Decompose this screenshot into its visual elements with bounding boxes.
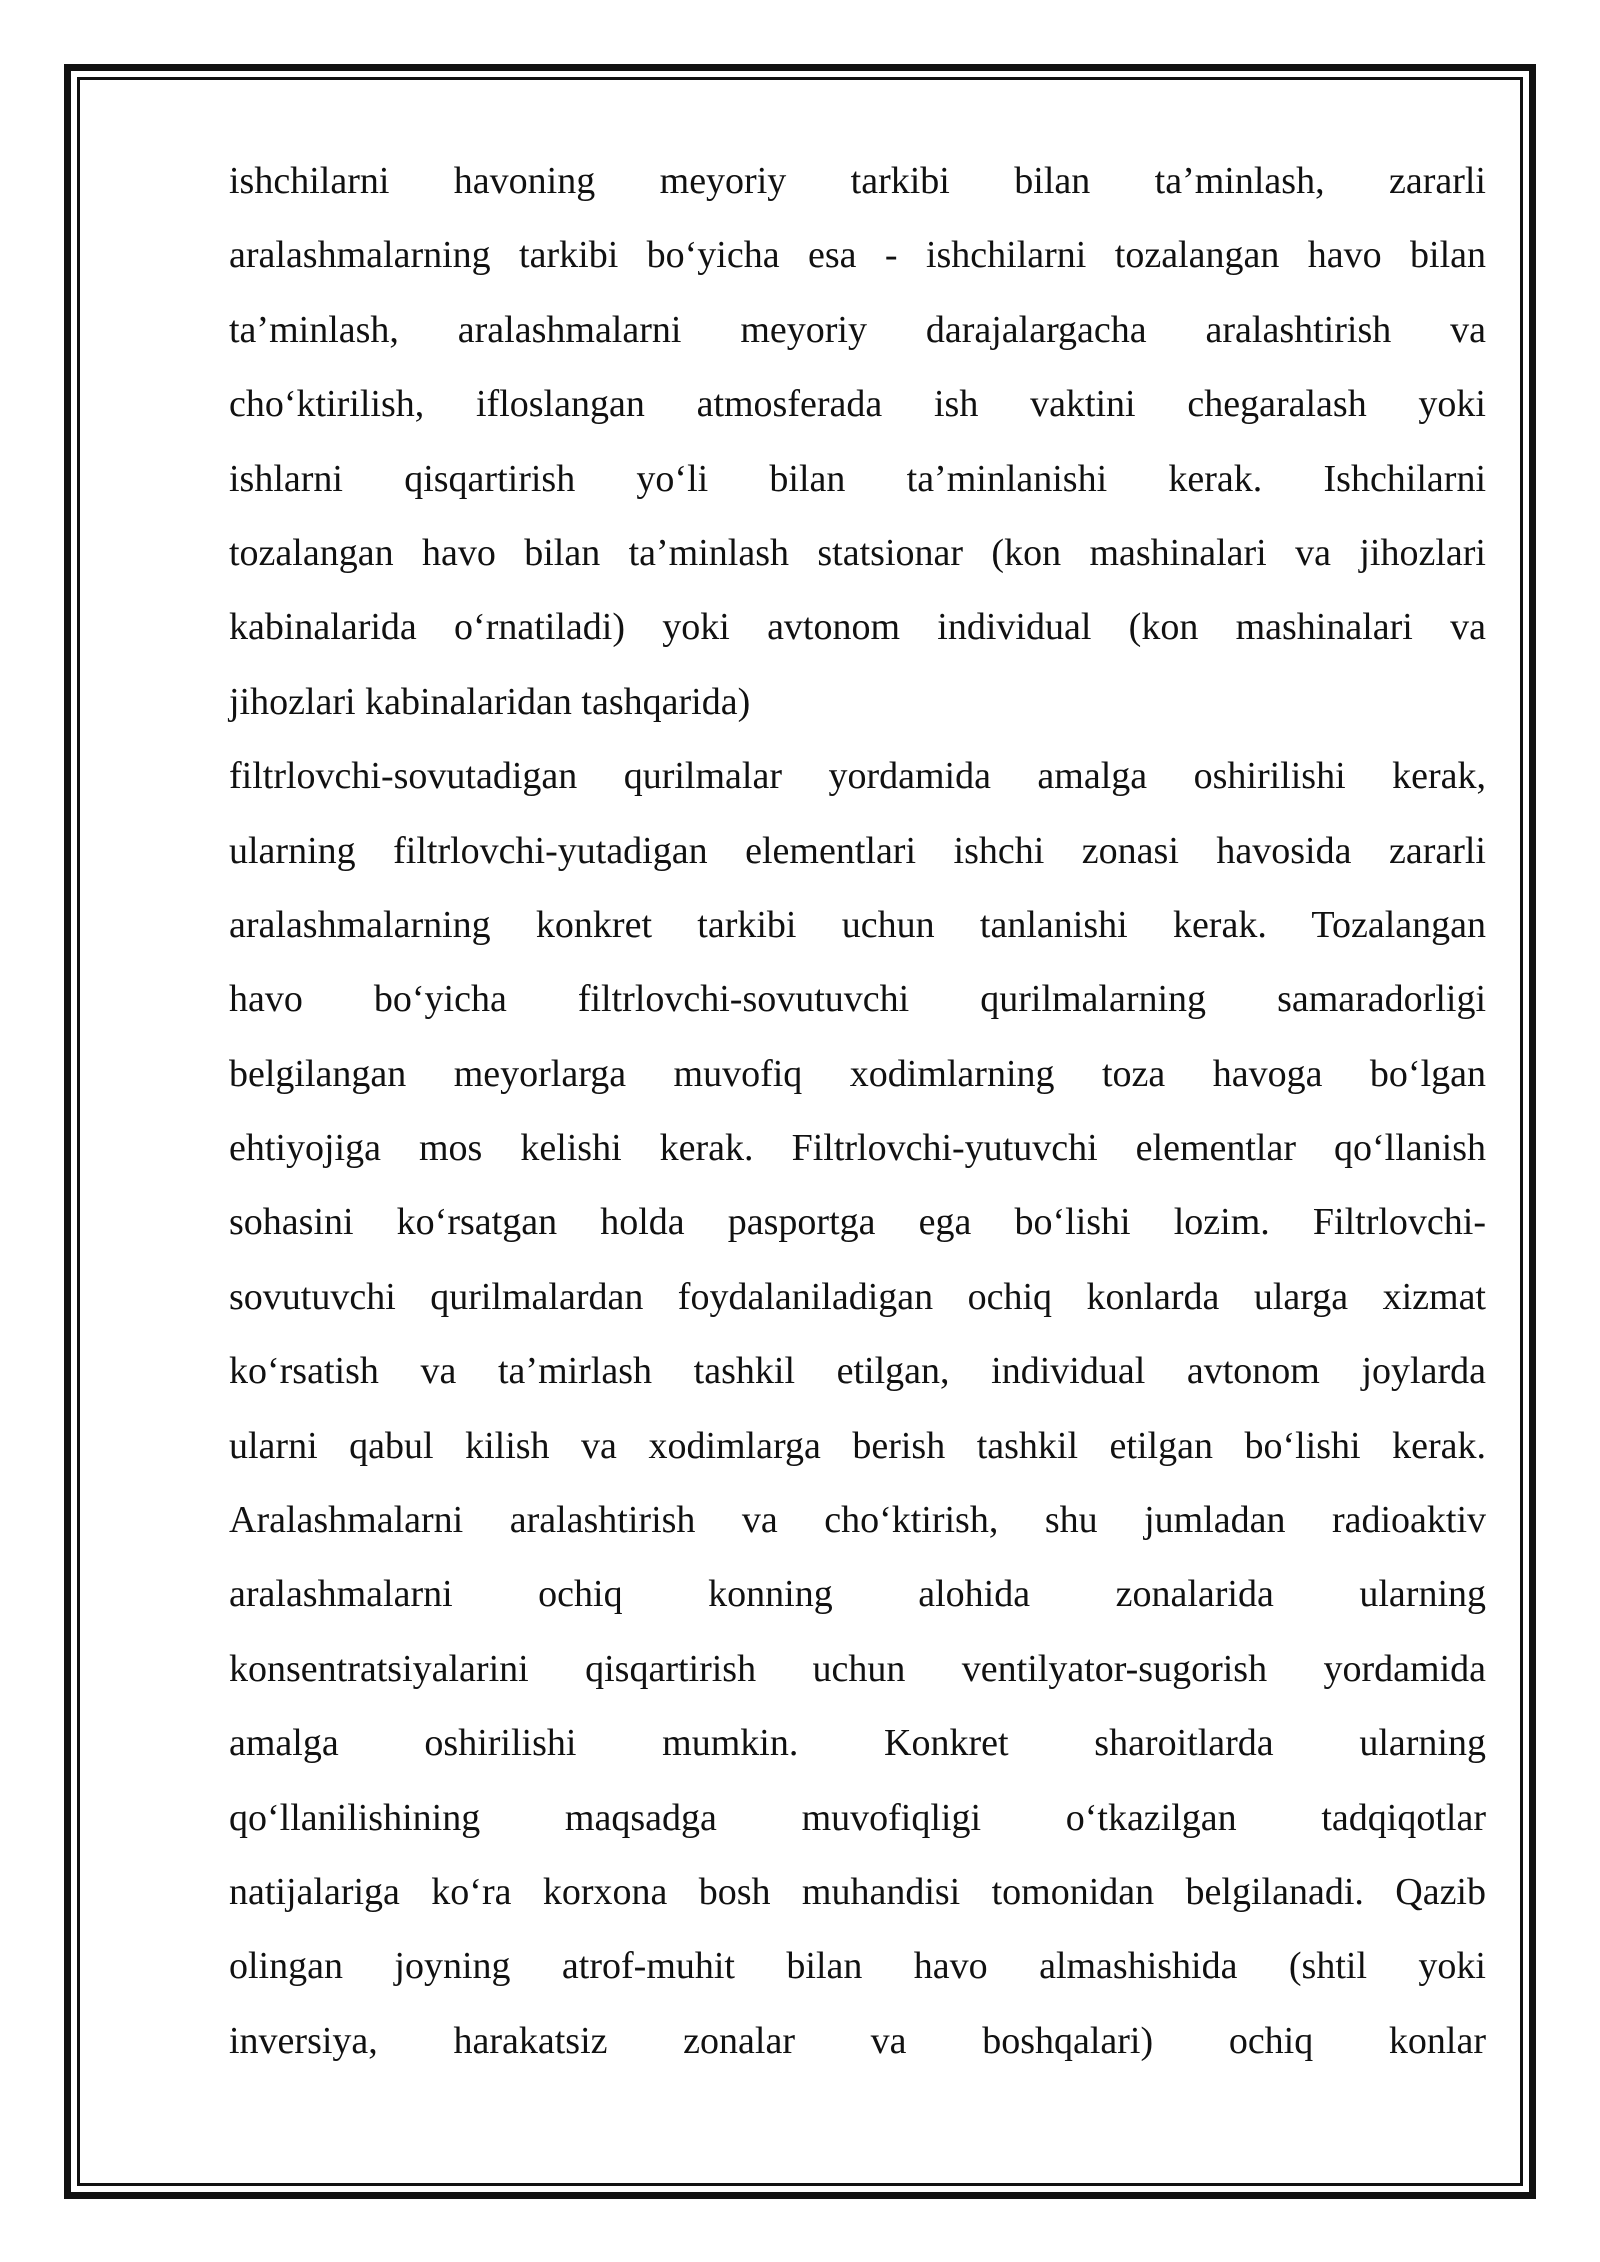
paragraph-1 xyxy=(229,144,1486,739)
text-line: konsentratsiyalarini qisqartirish uchun ventilyator-sugorish yordamida xyxy=(229,1647,1486,1690)
text-line: jihozlari kabinalaridan tashqarida) xyxy=(229,680,751,723)
text-line: amalga oshirilishi mumkin. Konkret sharoitlarda ularning xyxy=(229,1722,1486,1765)
text-line: Aralashmalarni aralashtirish va cho‘ktirish, shu jumladan radioaktiv xyxy=(229,1499,1486,1542)
text-line: sovutuvchi qurilmalardan foydalaniladigan ochiq konlarda ularga xizmat xyxy=(229,1275,1486,1318)
text-line: olingan joyning atrof-muhit bilan havo almashishida (shtil yoki xyxy=(229,1945,1486,1988)
text-line: ularni qabul kilish va xodimlarga berish tashkil etilgan bo‘lishi kerak. xyxy=(229,1424,1486,1467)
text-line: ularning filtrlovchi-yutadigan elementlari ishchi zonasi havosida zararli xyxy=(229,829,1486,872)
text-line: natijalariga ko‘ra korxona bosh muhandisi tomonidan belgilanadi. Qazib xyxy=(229,1870,1486,1913)
text-line: cho‘ktirilish, ifloslangan atmosferada ish vaktini chegaralash yoki xyxy=(229,383,1486,426)
text-line: belgilangan meyorlarga muvofiq xodimlarning toza havoga bo‘lgan xyxy=(229,1052,1486,1095)
text-line: kabinalarida o‘rnatiladi) yoki avtonom individual (kon mashinalari va xyxy=(229,606,1486,649)
text-line: tozalangan havo bilan ta’minlash statsionar (kon mashinalari va jihozlari xyxy=(229,531,1486,574)
text-line: ishlarni qisqartirish yo‘li bilan ta’minlanishi kerak. Ishchilarni xyxy=(229,457,1486,500)
text-line: sohasini ko‘rsatgan holda pasportga ega bo‘lishi lozim. Filtrlovchi- xyxy=(229,1201,1486,1244)
text-line: inversiya, harakatsiz zonalar va boshqalari) ochiq konlar xyxy=(229,2019,1486,2062)
text-line: aralashmalarning tarkibi bo‘yicha esa - ishchilarni tozalangan havo bilan xyxy=(229,234,1486,277)
text-line: ko‘rsatish va ta’mirlash tashkil etilgan, individual avtonom joylarda xyxy=(229,1350,1486,1393)
text-line: aralashmalarni ochiq konning alohida zonalarida ularning xyxy=(229,1573,1486,1616)
paragraph-2 xyxy=(229,739,1486,2078)
text-line: qo‘llanilishining maqsadga muvofiqligi o‘tkazilgan tadqiqotlar xyxy=(229,1796,1486,1839)
text-line: havo bo‘yicha filtrlovchi-sovutuvchi qurilmalarning samaradorligi xyxy=(229,978,1486,1021)
text-line: ta’minlash, aralashmalarni meyoriy darajalargacha aralashtirish va xyxy=(229,308,1486,351)
text-line: ishchilarni havoning meyoriy tarkibi bilan ta’minlash, zararli xyxy=(229,160,1486,202)
text-line: aralashmalarning konkret tarkibi uchun tanlanishi kerak. Tozalangan xyxy=(229,903,1486,946)
text-line: filtrlovchi-sovutadigan qurilmalar yordamida amalga oshirilishi kerak, xyxy=(229,755,1486,798)
text-line: ehtiyojiga mos kelishi kerak. Filtrlovchi-yutuvchi elementlar qo‘llanish xyxy=(229,1127,1486,1170)
document-body xyxy=(229,144,1486,2078)
